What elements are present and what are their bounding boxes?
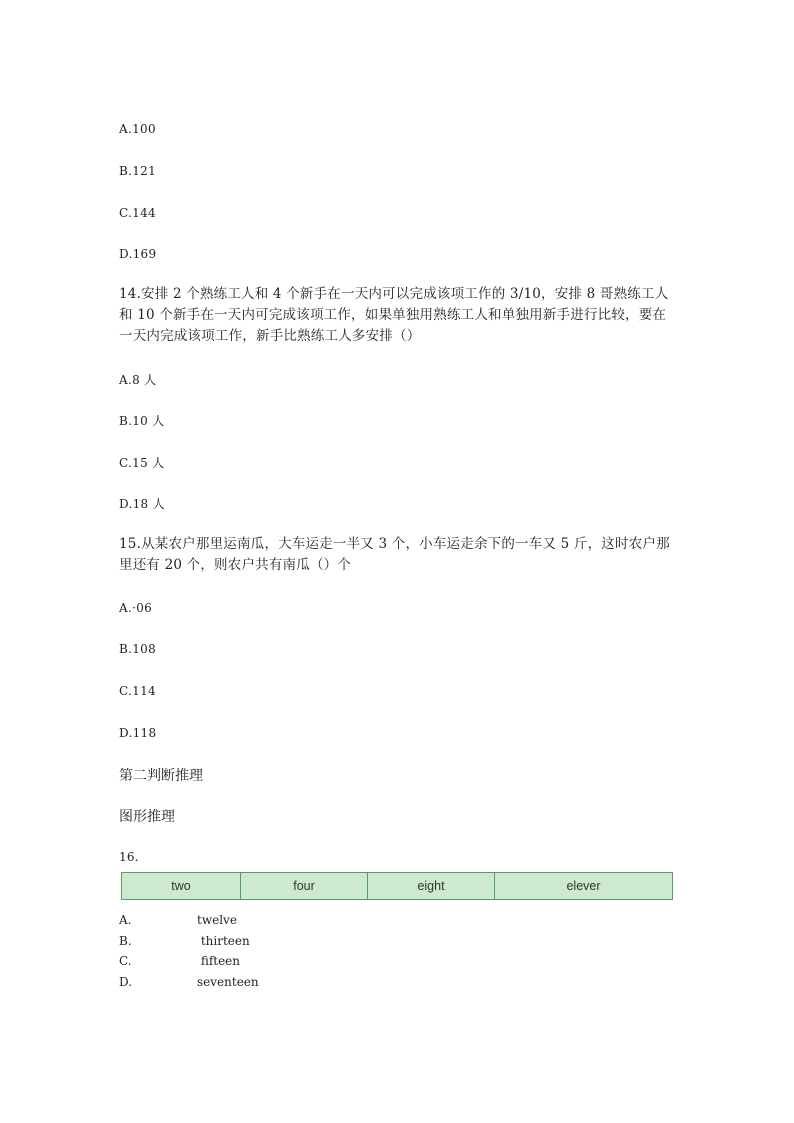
q14-option-a: A.8 人 — [119, 373, 157, 387]
q14-option-d: D.18 人 — [119, 497, 165, 511]
q16-option-c — [119, 954, 240, 968]
q16-option-a — [119, 913, 237, 927]
option-label: C. — [119, 954, 132, 968]
sequence-cell: elever — [566, 879, 601, 893]
option-value: thirteen — [197, 934, 250, 948]
sequence-cell: two — [122, 873, 241, 899]
q14-option-c: C.15 人 — [119, 456, 165, 470]
q14-option-b: B.10 人 — [119, 414, 165, 428]
q13-option-c: C.144 — [119, 206, 156, 220]
option-value: twelve — [197, 913, 237, 927]
q14-question-text: 14.安排 2 个熟练工人和 4 个新手在一天内可以完成该项工作的 3/10，安排 8 哥熟练工人和 10 个新手在一天内可完成该项工作，如果单独用熟练工人和单独用新手进行比较，要在一天内完成该项工作，新手比熟练工人多安排（） — [119, 286, 669, 344]
q13-option-a: A.100 — [119, 122, 156, 136]
option-value: seventeen — [197, 975, 259, 989]
option-label: B. — [119, 934, 132, 948]
q15-option-c: C.114 — [119, 684, 156, 698]
sequence-table — [121, 872, 673, 900]
section-subtitle: 图形推理 — [119, 809, 175, 825]
option-label: A. — [119, 913, 132, 927]
option-label: D. — [119, 975, 133, 989]
q13-option-b: B.121 — [119, 164, 157, 178]
q16-option-b — [119, 934, 250, 948]
q13-option-d: D.169 — [119, 247, 157, 261]
sequence-cell: four — [241, 873, 368, 899]
sequence-cell: eight — [368, 873, 495, 899]
q15-option-b: B.108 — [119, 642, 157, 656]
q15-question-text: 15.从某农户那里运南瓜，大车运走一半又 3 个，小车运走余下的一车又 5 斤，这时农户那里还有 20 个，则农户共有南瓜（）个 — [119, 536, 670, 573]
q15-option-d: D.118 — [119, 726, 157, 740]
q16-option-d — [119, 975, 259, 989]
q16-number: 16. — [119, 850, 139, 864]
option-value: fifteen — [197, 954, 241, 968]
q15-option-a: A.·06 — [119, 601, 153, 615]
section-title: 第二判断推理 — [119, 768, 203, 784]
